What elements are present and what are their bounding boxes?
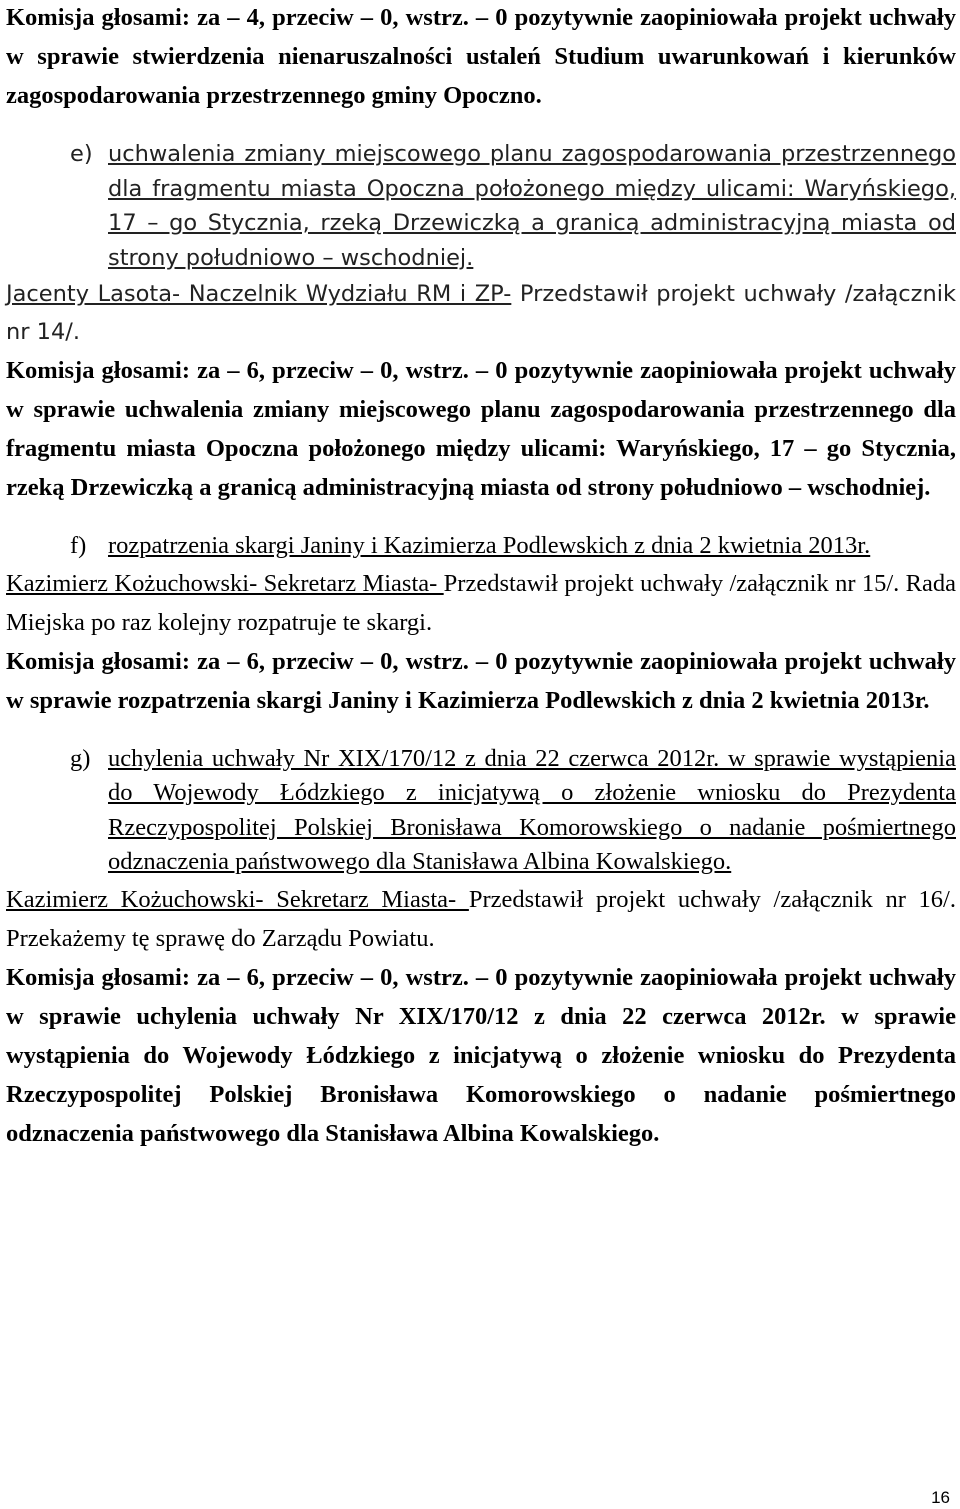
agenda-item-f [6, 529, 956, 564]
opening-vote-paragraph: Komisja głosami: za – 4, przeciw – 0, wstrz. – 0 pozytywnie zaopiniowała projekt uchwały w sprawie stwierdzenia nienaruszalności ustaleń Studium uwarunkowań i kierunków zagospodarowania przestrzennego gminy Opoczno. [6, 4, 956, 109]
item-g-vote-paragraph: Komisja głosami: za – 6, przeciw – 0, wstrz. – 0 pozytywnie zaopiniowała projekt uchwały w sprawie uchylenia uchwały Nr XIX/170/12 z dnia 22 czerwca 2012r. w sprawie wystąpienia do Wojewody Łódzkiego z inicjatywą o złożenie wniosku do Prezydenta Rzeczypospolitej Polskiej Bronisława Komorowskiego o nadanie pośmiertnego odznaczenia państwowego dla Stanisława Albina Kowalskiego. [6, 963, 956, 1147]
agenda-item-g [6, 742, 956, 880]
item-g-marker: g) [70, 744, 91, 772]
spacer [6, 115, 956, 137]
item-f-presenter-note: Przedstawił projekt uchwały /załącznik nr 15/. Rada Miejska po raz kolejny rozpatruje te skargi. [6, 569, 956, 636]
spacer [6, 720, 956, 742]
item-e-presenter-paragraph [6, 275, 956, 351]
item-f-presenter: Kazimierz Kożuchowski- Sekretarz Miasta- [6, 569, 444, 597]
item-e-vote-paragraph: Komisja głosami: za – 6, przeciw – 0, wstrz. – 0 pozytywnie zaopiniowała projekt uchwały w sprawie uchwalenia zmiany miejscowego planu zagospodarowania przestrzennego dla fragmentu miasta Opoczna położonego między ulicami: Waryńskiego, 17 – go Stycznia, rzeką Drzewiczką a granicą administracyjną miasta od strony południowo – wschodniej. [6, 357, 956, 501]
item-e-presenter: Jacenty Lasota- Naczelnik Wydziału RM i ZP- [6, 281, 512, 307]
item-f-marker: f) [70, 532, 87, 559]
item-g-title: uchylenia uchwały Nr XIX/170/12 z dnia 22 czerwca 2012r. w sprawie wystąpienia do Wojewody Łódzkiego z inicjatywą o złożenie wniosku do Prezydenta Rzeczypospolitej Polskiej Bronisława Komorowskiego o nadanie pośmiertnego odznaczenia państwowego dla Stanisława Albina Kowalskiego. [108, 744, 956, 875]
item-f-vote-paragraph: Komisja głosami: za – 6, przeciw – 0, wstrz. – 0 pozytywnie zaopiniowała projekt uchwały w sprawie rozpatrzenia skargi Janiny i Kazimierza Podlewskich z dnia 2 kwietnia 2013r. [6, 647, 956, 714]
item-e-marker: e) [70, 141, 93, 167]
page-number: 16 [931, 1488, 950, 1507]
item-e-title: uchwalenia zmiany miejscowego planu zagospodarowania przestrzennego dla fragmentu miasta Opoczna położonego między ulicami: Waryńskiego, 17 – go Stycznia, rzeką Drzewiczką a granicą administracyjną miasta od strony południowo – wschodniej. [108, 141, 956, 271]
agenda-item-e [6, 137, 956, 275]
spacer [6, 507, 956, 529]
item-g-presenter-note: Przedstawił projekt uchwały /załącznik nr 16/. Przekażemy tę sprawę do Zarządu Powiatu. [6, 885, 956, 952]
item-f-title: rozpatrzenia skargi Janiny i Kazimierza Podlewskich z dnia 2 kwietnia 2013r. [108, 532, 871, 559]
item-f-presenter-paragraph [6, 564, 956, 642]
item-g-presenter: Kazimierz Kożuchowski- Sekretarz Miasta- [6, 885, 469, 913]
item-g-presenter-paragraph [6, 880, 956, 958]
document-page [6, 0, 956, 1153]
item-e-presenter-note: Przedstawił projekt uchwały /załącznik nr 14/. [6, 281, 956, 345]
